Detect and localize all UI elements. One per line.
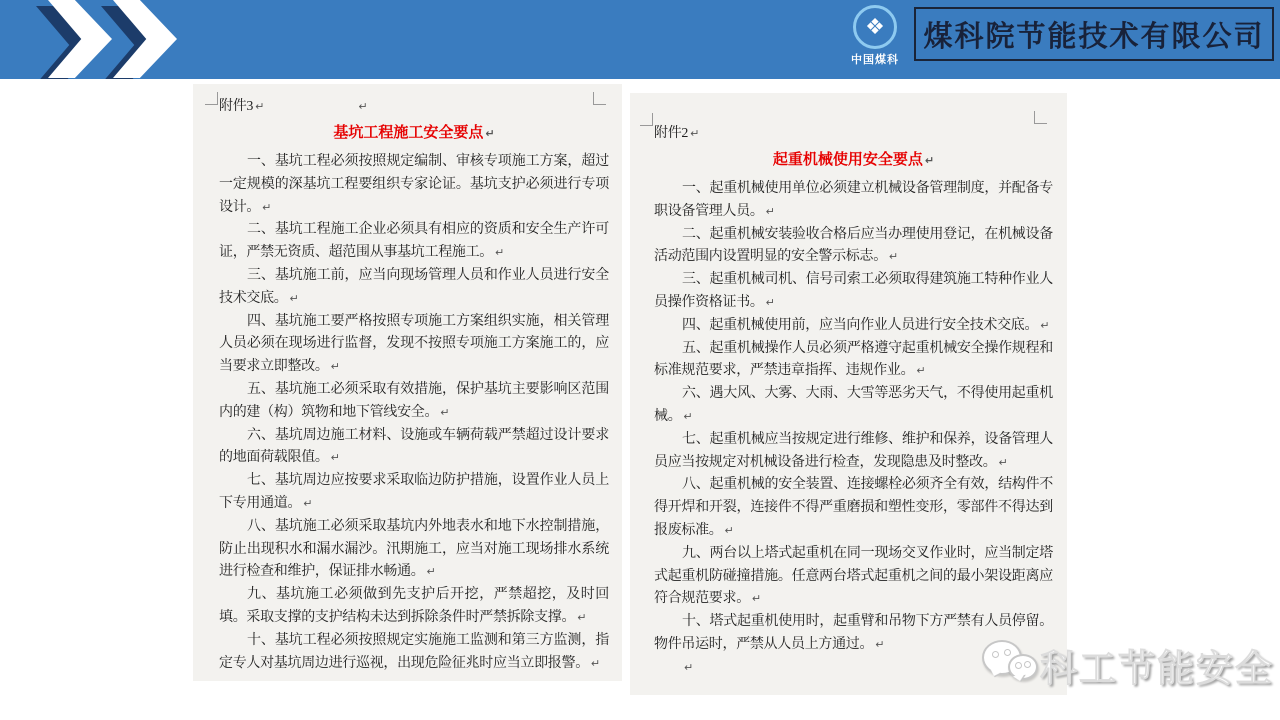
paragraph-text: 六、基坑周边施工材料、设施或车辆荷载严禁超过设计要求的地面荷载限值。	[219, 427, 609, 466]
header-banner	[0, 0, 1280, 79]
paragraph-text: 七、起重机械应当按规定进行维修、维护和保养，设备管理人员应当按规定对机械设备进行检查，发现隐患及时整改。	[654, 431, 1053, 470]
paragraph-text: 八、起重机械的安全装置、连接螺栓必须齐全有效，结构件不得开焊和开裂，连接件不得严重磨损和塑性变形，零部件不得达到报废标准。	[654, 477, 1053, 538]
company-name-box	[914, 7, 1274, 61]
return-mark-icon: ↵	[495, 246, 505, 260]
return-mark-icon: ↵	[590, 656, 601, 670]
paragraph	[219, 425, 609, 471]
paragraph-text: 十、基坑工程必须按照规定实施施工监测和第三方监测，指定专人对基坑周边进行巡视，出现危险征兆时应当立即报警。	[219, 632, 609, 671]
watermark-text: 科工节能安全	[1040, 648, 1274, 689]
return-mark-icon: ↵	[751, 592, 762, 606]
paragraph	[219, 151, 609, 219]
return-mark-icon: ↵	[330, 451, 340, 465]
paragraph-text: 七、基坑周边应按要求采取临边防护措施，设置作业人员上下专用通道。	[219, 473, 609, 511]
paragraph	[654, 315, 1053, 338]
paragraph-text: 三、起重机械司机、信号司索工必须取得建筑施工特种作业人员操作资格证书。	[654, 272, 1053, 310]
document-body	[654, 178, 1053, 657]
paragraph	[654, 543, 1053, 611]
return-mark-icon: ↵	[916, 364, 926, 378]
paragraph	[219, 584, 609, 630]
wechat-icon	[980, 634, 1040, 696]
paragraph	[654, 269, 1053, 315]
attachment-label	[219, 96, 609, 118]
return-mark-icon: ↵	[440, 405, 450, 419]
document-title	[654, 147, 1053, 174]
paragraph	[219, 516, 609, 584]
document-title-text: 起重机械使用安全要点	[772, 152, 923, 168]
page-corner-mark	[593, 92, 606, 105]
page-corner-mark	[1034, 111, 1047, 124]
bubble-eye	[1004, 649, 1011, 656]
paragraph-text: 一、基坑工程必须按照规定编制、审核专项施工方案，超过一定规模的深基坑工程要组织专家论证。基坑支护必须进行专项设计。	[219, 154, 609, 215]
paragraph-text: 八、基坑施工必须采取基坑内外地表水和地下水控制措施，防止出现积水和漏水漏沙。汛期施工，应当对施工现场排水系统进行检查和维护，保证排水畅通。	[219, 518, 609, 580]
return-mark-icon: ↵	[684, 660, 694, 674]
bubble-eye	[1024, 661, 1031, 668]
document-title	[219, 120, 609, 147]
paragraph-text: 六、遇大风、大雾、大雨、大雪等恶劣天气，不得使用起重机械。	[654, 386, 1053, 424]
paragraph-text: 四、基坑施工要严格按照专项施工方案组织实施，相关管理人员必须在现场进行监督，发现不按照专项施工方案施工的，应当要求立即整改。	[219, 313, 609, 375]
attachment-number: 附件3	[219, 99, 254, 114]
paragraph	[654, 224, 1053, 270]
paragraph	[219, 379, 609, 425]
paragraph-text: 九、两台以上塔式起重机在同一现场交叉作业时，应当制定塔式起重机防碰撞措施。任意两台塔式起重机之间的最小架设距离应符合规范要求。	[654, 545, 1053, 607]
paragraph-text: 五、起重机械操作人员必须严格遵守起重机械安全操作规程和标准规范要求，严禁违章指挥、违规作业。	[654, 340, 1053, 379]
return-mark-icon: ↵	[765, 295, 775, 309]
bubble-eye	[992, 651, 999, 658]
paragraph	[219, 219, 609, 265]
paragraph	[654, 474, 1053, 542]
attachment-label	[654, 123, 1053, 145]
paragraph-text: 十、塔式起重机使用时，起重臂和吊物下方严禁有人员停留。物件吊运时，严禁从人员上方通过。	[654, 614, 1053, 652]
return-mark-icon: ↵	[262, 200, 272, 214]
return-mark-icon: ↵	[358, 100, 368, 113]
paragraph	[219, 265, 609, 311]
document-title-text: 基坑工程施工安全要点	[333, 125, 484, 141]
wechat-watermark	[980, 634, 1274, 696]
return-mark-icon: ↵	[690, 127, 700, 140]
return-mark-icon: ↵	[924, 154, 935, 167]
return-mark-icon: ↵	[577, 610, 587, 624]
return-mark-icon: ↵	[765, 204, 775, 218]
paragraph-text: 四、起重机械使用前，应当向作业人员进行安全技术交底。	[682, 317, 1039, 333]
attachment-number: 附件2	[654, 126, 689, 141]
return-mark-icon: ↵	[426, 565, 436, 579]
paragraph-text: 二、起重机械安装验收合格后应当办理使用登记，在机械设备活动范围内设置明显的安全警示标志。	[654, 226, 1053, 265]
return-mark-icon: ↵	[683, 409, 693, 423]
document-page-left	[193, 84, 622, 681]
paragraph	[654, 429, 1053, 475]
return-mark-icon: ↵	[330, 360, 340, 374]
paragraph-text: 一、起重机械使用单位必须建立机械设备管理制度，并配备专职设备管理人员。	[654, 181, 1053, 219]
bubble-tail	[986, 668, 1001, 683]
paragraph	[654, 178, 1053, 224]
return-mark-icon: ↵	[485, 127, 495, 140]
paragraph-text: 九、基坑施工必须做到先支护后开挖，严禁超挖，及时回填。采取支撑的支护结构未达到拆除条件时严禁拆除支撑。	[219, 587, 609, 625]
return-mark-icon: ↵	[1040, 318, 1050, 332]
paragraph-text: 二、基坑工程施工企业必须具有相应的资质和安全生产许可证，严禁无资质、超范围从事基坑工程施工。	[219, 222, 609, 261]
return-mark-icon: ↵	[875, 637, 885, 651]
logo-caption: 中国煤科	[851, 54, 899, 66]
paragraph	[654, 338, 1053, 384]
paragraph	[654, 383, 1053, 429]
coal-science-logo-icon: ❖	[853, 5, 897, 49]
page-corner-mark	[205, 92, 218, 105]
bubble-eye	[1015, 662, 1022, 669]
return-mark-icon: ↵	[724, 523, 734, 537]
document-page-right	[630, 93, 1067, 695]
paragraph	[219, 470, 609, 516]
page-corner-mark	[640, 113, 653, 126]
return-mark-icon: ↵	[888, 250, 899, 264]
paragraph	[219, 630, 609, 676]
paragraph-text: 三、基坑施工前，应当向现场管理人员和作业人员进行安全技术交底。	[219, 267, 609, 306]
paragraph	[219, 311, 609, 379]
document-body	[219, 151, 609, 675]
return-mark-icon: ↵	[255, 100, 265, 113]
bubble-tail	[1013, 674, 1027, 688]
return-mark-icon: ↵	[289, 291, 299, 305]
company-logo	[842, 5, 908, 67]
paragraph-text: 五、基坑施工必须采取有效措施，保护基坑主要影响区范围内的建（构）筑物和地下管线安全。	[219, 381, 609, 420]
company-name: 煤科院节能技术有限公司	[923, 20, 1265, 53]
return-mark-icon: ↵	[998, 455, 1008, 469]
return-mark-icon: ↵	[303, 496, 313, 510]
